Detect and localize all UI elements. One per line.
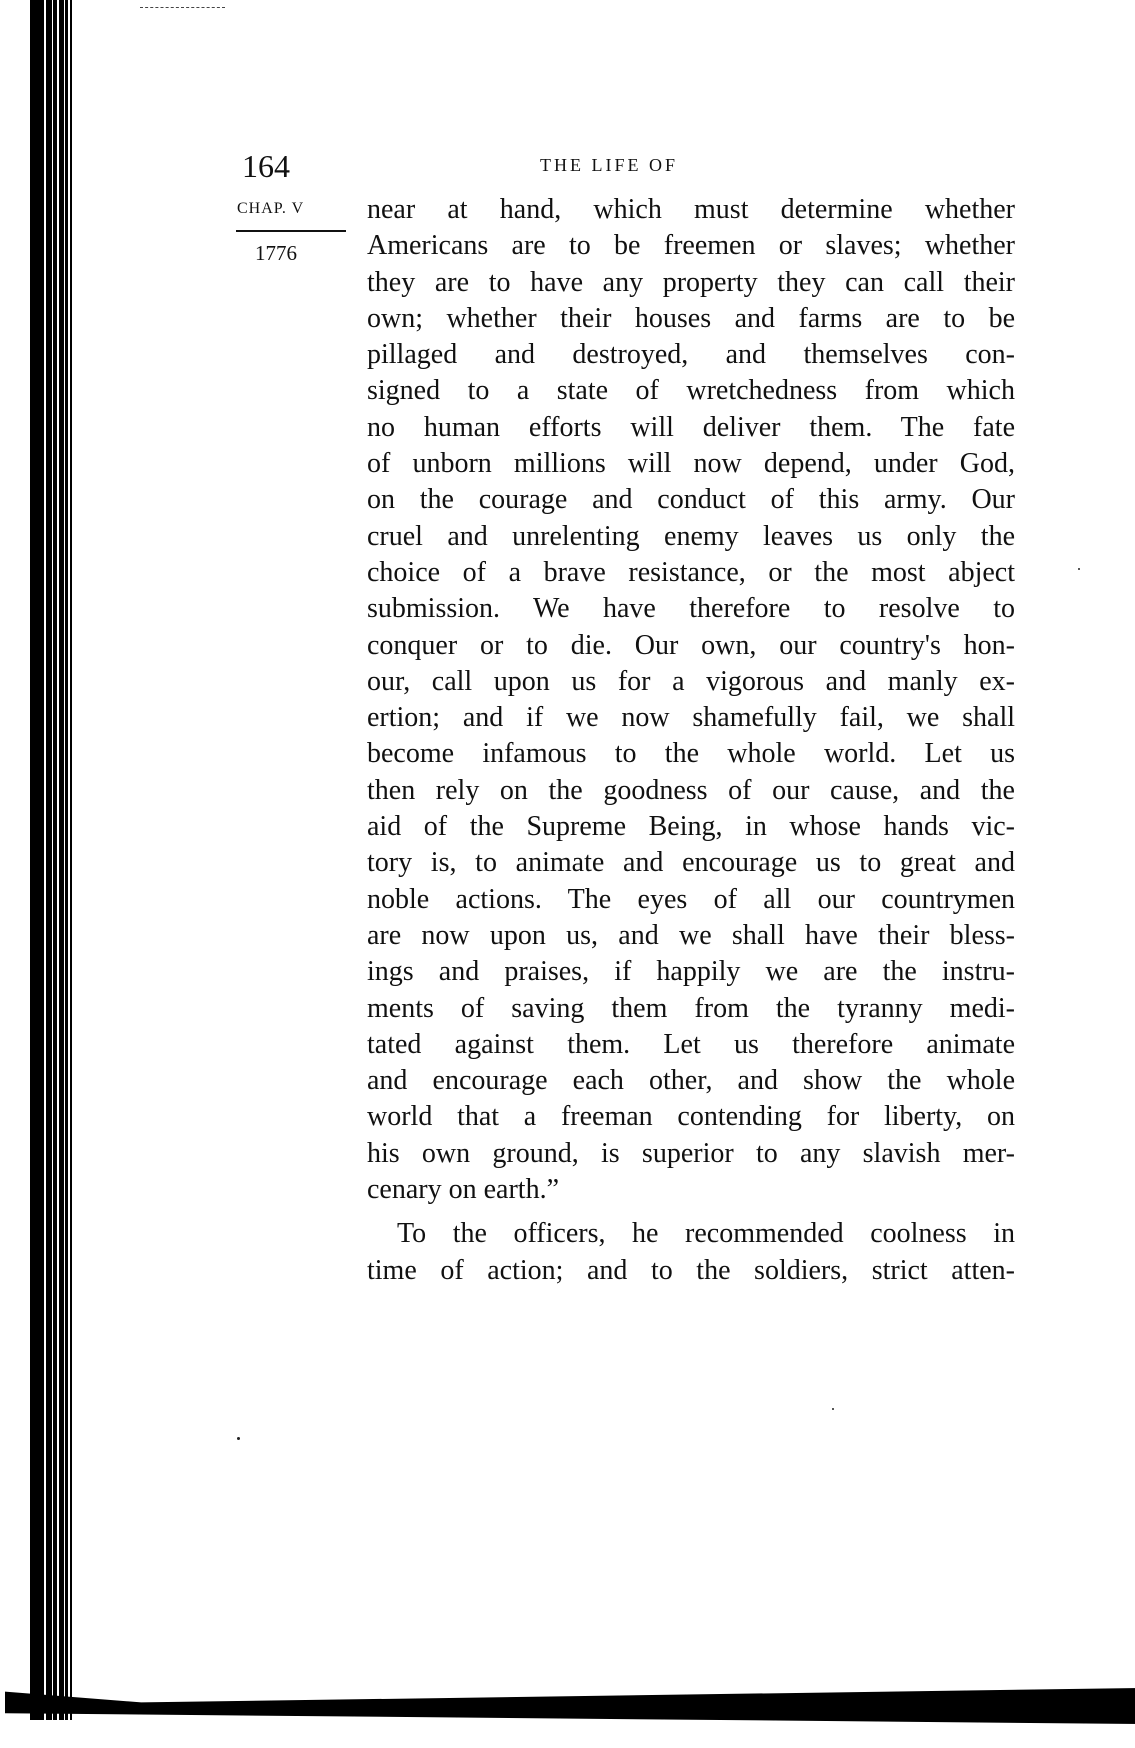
text-line: own; whether their houses and farms are to be [367,302,1015,334]
margin-chapter-note: CHAP. V [237,200,305,217]
margin-year-note: 1776 [255,241,297,265]
top-scan-artifact [140,7,225,10]
text-line: cenary on earth.” [367,1174,559,1206]
paragraph-1 [367,192,1015,1208]
running-head: THE LIFE OF [540,155,678,175]
text-line: noble actions. The eyes of all our countrymen [367,883,1015,915]
text-line: and encourage each other, and show the whole [367,1065,1015,1097]
text-line: tory is, to animate and encourage us to great and [367,847,1015,879]
text-line: of unborn millions will now depend, under God, [367,448,1015,480]
scan-speck [237,1437,240,1440]
text-line: Americans are to be freemen or slaves; whether [367,230,1015,262]
text-line: no human efforts will deliver them. The fate [367,411,1015,443]
text-line: To the officers, he recommended coolness in [397,1218,1015,1250]
text-line: pillaged and destroyed, and themselves con- [367,339,1015,371]
scan-speck [1078,568,1080,570]
text-line: ertion; and if we now shamefully fail, we shall [367,702,1015,734]
text-line: they are to have any property they can call their [367,266,1015,298]
text-line: then rely on the goodness of our cause, and the [367,774,1015,806]
text-line: submission. We have therefore to resolve to [367,593,1015,625]
text-line: aid of the Supreme Being, in whose hands vic- [367,811,1015,843]
margin-divider [236,230,346,232]
text-line: our, call upon us for a vigorous and manly ex- [367,665,1015,697]
paragraph-gap [367,1208,1015,1216]
page-number: 164 [242,148,290,184]
book-binding-shadow [30,0,90,1720]
paragraph-2 [367,1216,1015,1289]
text-line: are now upon us, and we shall have their bless- [367,919,1015,951]
text-line: become infamous to the whole world. Let us [367,738,1015,770]
text-line: conquer or to die. Our own, our country's hon- [367,629,1015,661]
text-line: time of action; and to the soldiers, strict atten- [367,1254,1015,1286]
text-line: ings and praises, if happily we are the instru- [367,956,1015,988]
text-line: near at hand, which must determine whether [367,194,1015,225]
body-text [367,192,1015,1289]
text-line: choice of a brave resistance, or the most abject [367,556,1015,588]
text-line: world that a freeman contending for liberty, on [367,1101,1015,1133]
scan-speck [832,1408,834,1410]
text-line: signed to a state of wretchedness from which [367,375,1015,407]
text-line: on the courage and conduct of this army. Our [367,484,1015,516]
text-line: cruel and unrelenting enemy leaves us only the [367,520,1015,552]
text-line: his own ground, is superior to any slavish mer- [367,1137,1015,1169]
text-line: tated against them. Let us therefore animate [367,1028,1015,1060]
text-line: ments of saving them from the tyranny medi- [367,992,1015,1024]
page-bottom-edge-shadow [5,1688,1135,1724]
